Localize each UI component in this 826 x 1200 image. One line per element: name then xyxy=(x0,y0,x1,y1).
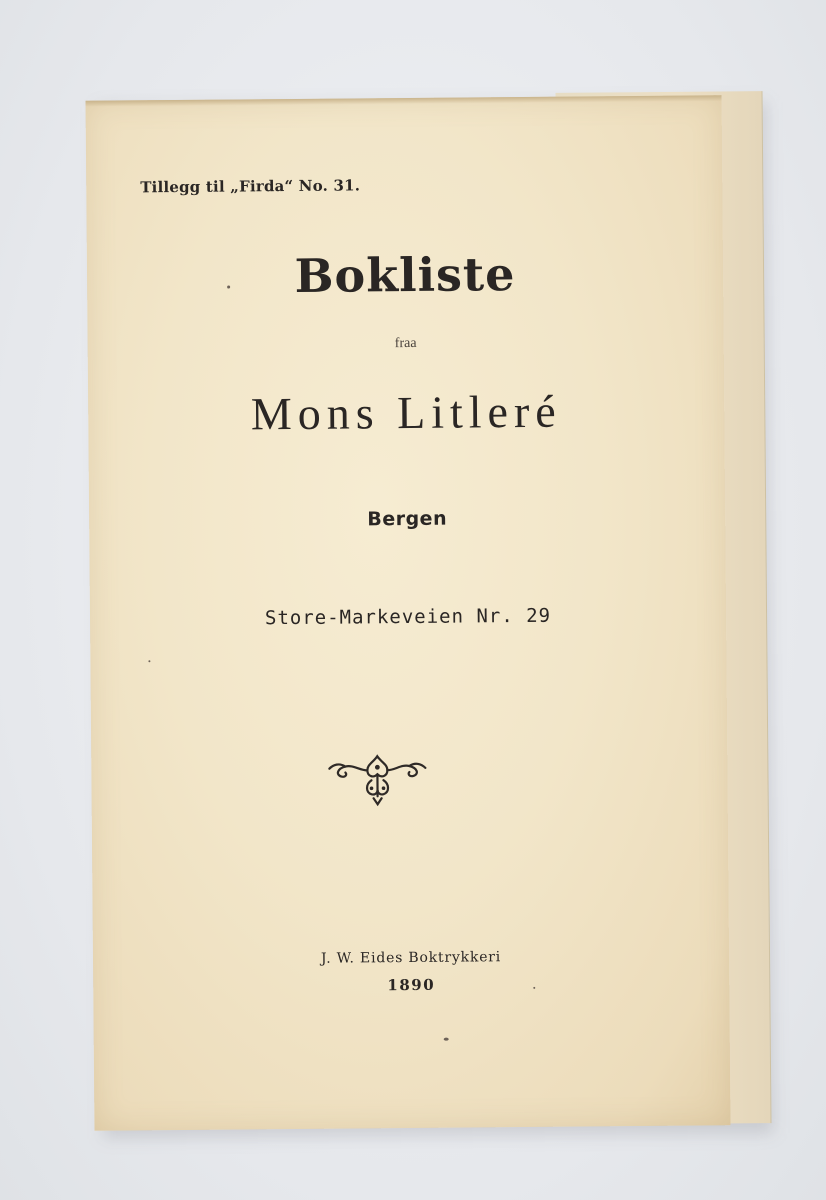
publication-year: 1890 xyxy=(387,975,436,995)
paper-speck xyxy=(227,286,230,289)
street-address: Store-Markeveien Nr. 29 xyxy=(264,604,552,630)
paper-speck xyxy=(444,1038,449,1041)
printer-name: J. W. Eides Boktrykkeri xyxy=(320,949,502,967)
document-title: Bokliste xyxy=(294,247,516,303)
paper-speck xyxy=(148,660,150,662)
publisher-name: Mons Litleré xyxy=(250,385,562,440)
title-page xyxy=(86,95,731,1131)
city-name: Bergen xyxy=(367,507,448,531)
supplement-line: Tillegg til „Firda“ No. 31. xyxy=(140,176,361,197)
preposition-text: fraa xyxy=(394,335,417,352)
scroll-flourish-ornament-icon xyxy=(327,750,427,807)
paper-speck xyxy=(533,987,535,989)
